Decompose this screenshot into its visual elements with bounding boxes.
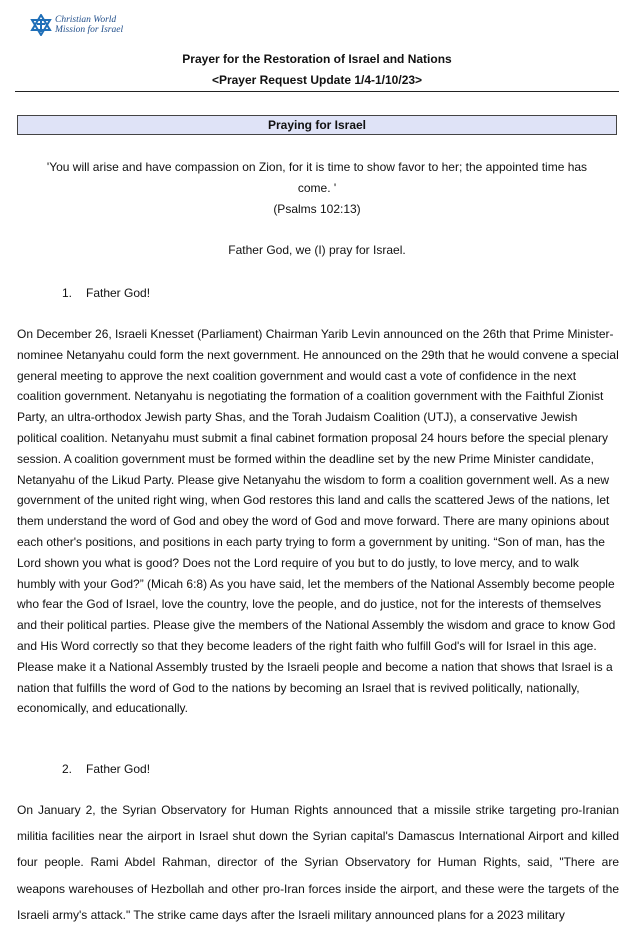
prayer-item-heading-1 bbox=[62, 286, 150, 300]
organization-logo bbox=[30, 14, 123, 36]
item-number: 2. bbox=[62, 762, 73, 776]
prayer-paragraph-1: On December 26, Israeli Knesset (Parliament) Chairman Yarib Levin announced on the 26th that Prime Minister-nominee Netanyahu could form the next government. He announced on the 29th that he would convene a special general meeting to approve the next coalition government and would cast a vote of confidence in the next coalition government. Netanyahu is negotiating the formation of a coalition government with the Faithful Zionist Party, an ultra-orthodox Jewish party Shas, and the Torah Judaism Coalition (UTJ), a conservative Jewish political coalition. Netanyahu must submit a final cabinet formation proposal 24 hours before the special plenary session. A coalition government must be formed within the deadline set by the new Prime Minister candidate, Netanyahu of the Likud Party. Please give Netanyahu the wisdom to form a coalition government well. As a new government of the united right wing, when God restores this land and calls the scattered Jews of the nations, let them understand the word of God and obey the word of God and move forward. There are many opinions about each other's positions, and positions in each party trying to form a government by uniting. “Son of man, has the Lord shown you what is good? Does not the Lord require of you but to do justly, to love mercy, and to walk humbly with your God?” (Micah 6:8) As you have said, let the members of the National Assembly become people who fear the God of Israel, love the country, love the people, and do justice, not for the interests of themselves and their political parties. Please give the members of the National Assembly the wisdom and grace to know God and His Word correctly so that they become leaders of the right faith who fulfill God's will for Israel in this age. Please make it a National Assembly trusted by the Israeli people and become a nation that shows that Israel is a nation that fulfills the word of God to the nations by becoming an Israel that is revived politically, nationally, economically, and educationally. bbox=[17, 327, 619, 716]
document-subtitle: <Prayer Request Update 1/4-1/10/23> bbox=[211, 73, 423, 87]
header-divider bbox=[15, 91, 619, 92]
prayer-paragraph-2: On January 2, the Syrian Observatory for Human Rights announced that a missile strike targeting pro-Iranian militia facilities near the airport in Israel shut down the Syrian capital's Damascus International Airport and killed four people. Rami Abdel Rahman, director of the Syrian Observatory for Human Rights, said, "There are weapons warehouses of Hezbollah and other pro-Iran forces inside the airport, and these were the targets of the Israeli army's attack." The strike came days after the Israeli military announced plans for a 2023 military bbox=[17, 803, 619, 922]
verse-reference: (Psalms 102:13) bbox=[273, 202, 361, 216]
section-heading: Praying for Israel bbox=[17, 115, 617, 135]
verse-line-2: come. ' bbox=[297, 181, 337, 195]
logo-line-2: Mission for Israel bbox=[55, 25, 124, 35]
item-label: Father God! bbox=[86, 286, 151, 300]
item-number: 1. bbox=[62, 286, 73, 300]
prayer-item-heading-2 bbox=[62, 762, 150, 776]
verse-line-1: 'You will arise and have compassion on Zion, for it is time to show favor to her; the appointed time has bbox=[46, 160, 588, 174]
document-title: Prayer for the Restoration of Israel and Nations bbox=[182, 52, 452, 66]
logo-line-1: Christian World bbox=[55, 15, 117, 25]
item-label: Father God! bbox=[86, 762, 151, 776]
logo-text bbox=[55, 15, 123, 35]
star-of-david-icon bbox=[30, 14, 52, 36]
opening-prayer: Father God, we (I) pray for Israel. bbox=[228, 243, 406, 257]
